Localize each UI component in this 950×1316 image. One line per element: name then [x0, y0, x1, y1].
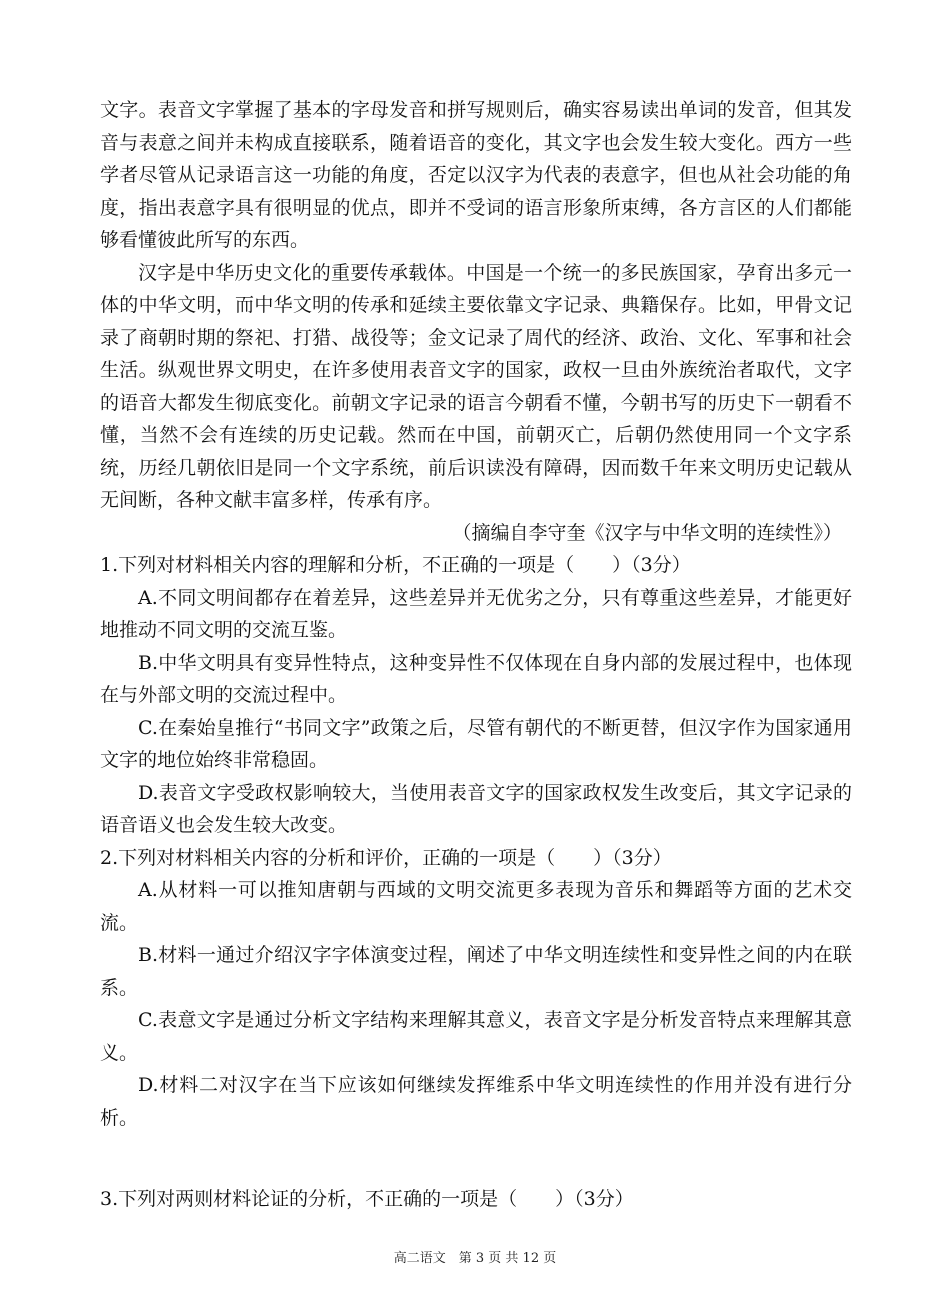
question-3-stem: 3.下列对两则材料论证的分析，不正确的一项是（ ）（3分）	[100, 1188, 634, 1210]
question-1-option-a: A.不同文明间都存在着差异，这些差异并无优劣之分，只有尊重这些差异，才能更好地推动不同文明的交流互鉴。	[100, 586, 852, 641]
text-body	[100, 94, 852, 1134]
question-1-option-b: B.中华文明具有变异性特点，这种变异性不仅体现在自身内部的发展过程中，也体现在与外部文明的交流过程中。	[100, 651, 852, 706]
question-2-option-d: D.材料二对汉字在当下应该如何继续发挥维系中华文明连续性的作用并没有进行分析。	[100, 1074, 852, 1129]
question-2-stem: 2.下列对材料相关内容的分析和评价，正确的一项是（ ）（3分）	[100, 846, 672, 869]
page-footer: 高二语文 第 3 页 共 12 页	[393, 1251, 557, 1266]
paragraph-1: 文字。表音文字掌握了基本的字母发音和拼写规则后，确实容易读出单词的发音，但其发音与表意之间并未构成直接联系，随着语音的变化，其文字也会发生较大变化。西方一些学者尽管从记录语言这一功能的角度，否定以汉字为代表的表意字，但也从社会功能的角度，指出表意字具有很明显的优点，即并不受词的语言形象所束缚，各方言区的人们都能够看懂彼此所写的东西。	[100, 99, 852, 251]
question-2-option-a: A.从材料一可以推知唐朝与西域的文明交流更多表现为音乐和舞蹈等方面的艺术交流。	[100, 879, 852, 934]
source-citation: （摘编自李守奎《汉字与中华文明的连续性》）	[452, 521, 842, 544]
question-2-option-b: B.材料一通过介绍汉字字体演变过程，阐述了中华文明连续性和变异性之间的内在联系。	[100, 944, 852, 999]
question-1-option-d: D.表音文字受政权影响较大，当使用表音文字的国家政权发生改变后，其文字记录的语音语义也会发生较大改变。	[100, 781, 852, 836]
question-2-option-c: C.表意文字是通过分析文字结构来理解其意义，表音文字是分析发音特点来理解其意义。	[100, 1009, 852, 1064]
question-1-option-c: C.在秦始皇推行“书同文字”政策之后，尽管有朝代的不断更替，但汉字作为国家通用文字的地位始终非常稳固。	[100, 716, 852, 771]
paragraph-2: 汉字是中华历史文化的重要传承载体。中国是一个统一的多民族国家，孕育出多元一体的中华文明，而中华文明的传承和延续主要依靠文字记录、典籍保存。比如，甲骨文记录了商朝时期的祭祀、打猎、战役等；金文记录了周代的经济、政治、文化、军事和社会生活。纵观世界文明史，在许多使用表音文字的国家，政权一旦由外族统治者取代，文字的语音大都发生彻底变化。前朝文字记录的语言今朝看不懂，今朝书写的历史下一朝看不懂，当然不会有连续的历史记载。然而在中国，前朝灭亡，后朝仍然使用同一个文字系统，历经几朝依旧是同一个文字系统，前后识读没有障碍，因而数千年来文明历史记载从无间断，各种文献丰富多样，传承有序。	[100, 261, 852, 511]
question-1-stem: 1.下列对材料相关内容的理解和分析，不正确的一项是（ ）（3分）	[100, 554, 691, 576]
